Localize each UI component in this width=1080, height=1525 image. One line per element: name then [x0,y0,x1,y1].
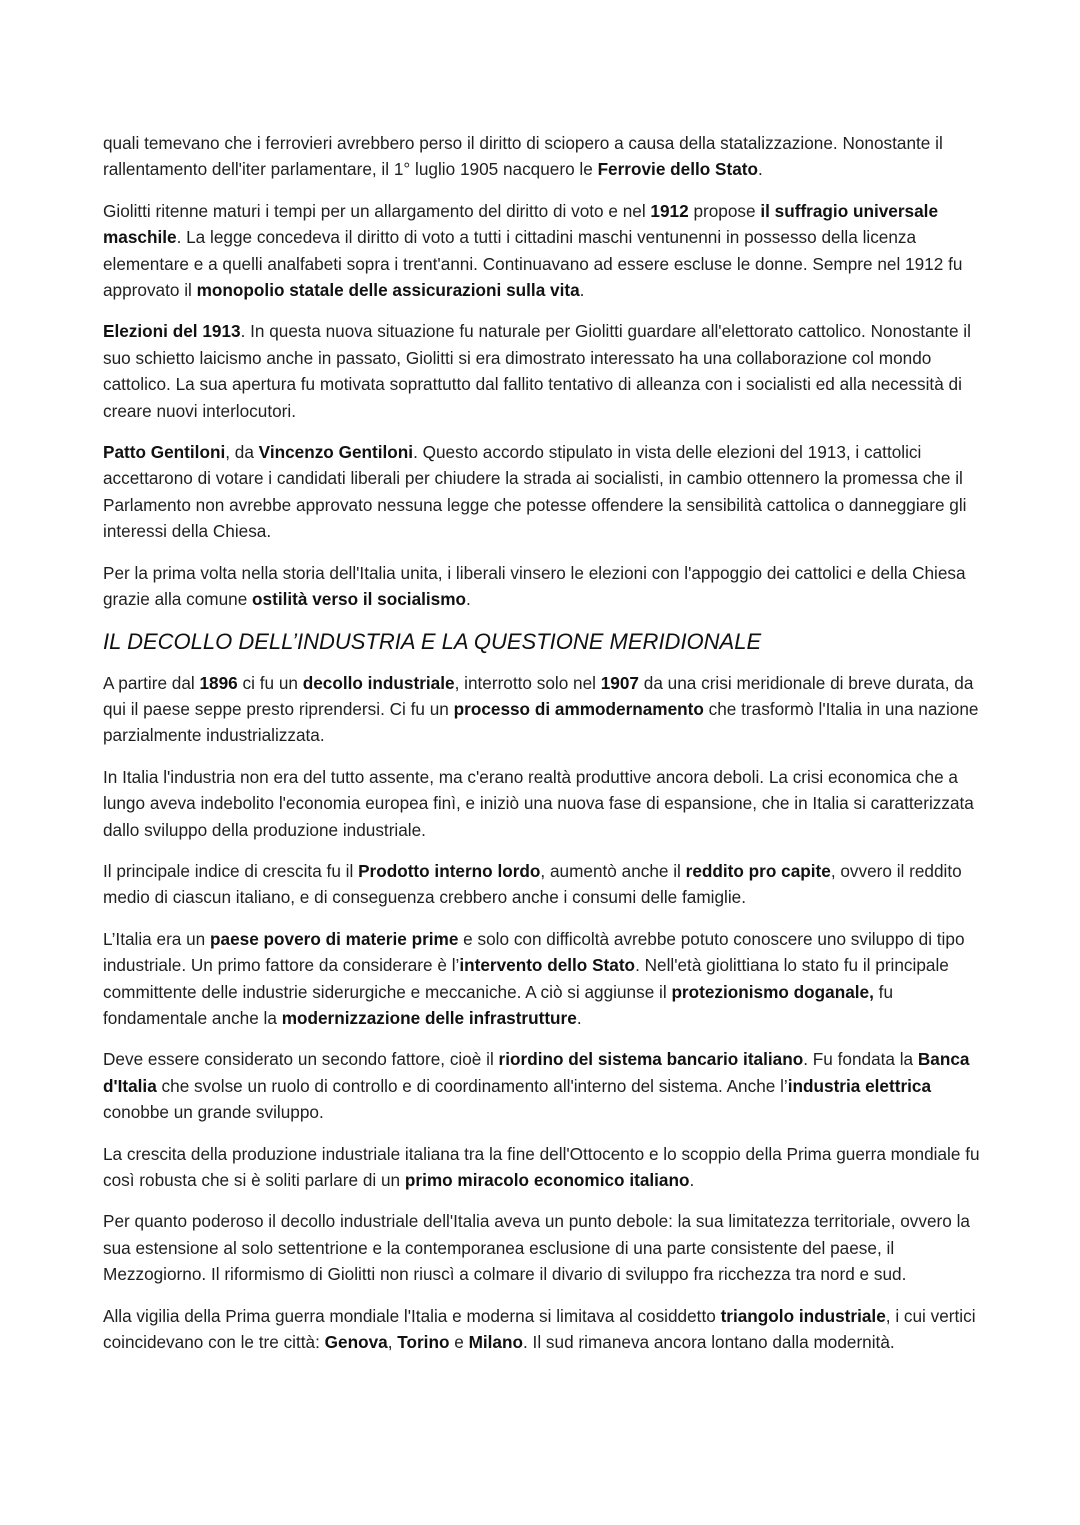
paragraph [103,926,980,1032]
text-run: ci fu un [237,672,303,693]
text-run: quali temevano che i ferrovieri avrebbero perso il diritto di sciopero a causa della statalizzazione. Nonostante il rallentamento dell'iter parlamentare, il 1° luglio 1905 nacquero le [103,133,943,180]
bold-text: Torino [397,1332,450,1353]
paragraph [103,764,980,843]
bold-text: Ferrovie dello Stato [597,159,759,180]
text-run: fu fondamentale anche la [103,981,893,1028]
paragraph [103,1208,980,1287]
text-run: . Fu fondata la [803,1049,918,1070]
text-run: . [576,1007,582,1028]
text-run: , interrotto solo nel [454,672,601,693]
text-run: propose [688,200,761,221]
paragraph [103,318,980,424]
text-run: Alla vigilia della Prima guerra mondiale l'Italia e moderna si limitava al cosiddetto [103,1305,721,1326]
bold-text: Vincenzo Gentiloni [258,442,414,463]
bold-text: paese povero di materie prime [210,928,459,949]
paragraph [103,198,980,304]
text-run: L’Italia era un [103,928,211,949]
text-run: . [466,589,471,610]
text-run: Per quanto poderoso il decollo industriale dell'Italia aveva un punto debole: la sua limitatezza territoriale, ovvero la sua estensione al solo settentrione e la contemporanea esclusione di una parte consistente del paese, il Mezzogiorno. Il riformismo di Giolitti non riuscì a colmare il divario di sviluppo fra ricchezza tra nord e sud. [103,1211,970,1285]
text-run: , aumentò anche il [540,860,686,881]
bold-text: Genova [324,1332,388,1353]
bold-text: intervento dello Stato [459,955,636,976]
text-run: Giolitti ritenne maturi i tempi per un allargamento del diritto di voto e nel [103,200,651,221]
text-run: conobbe un grande sviluppo. [103,1102,324,1123]
text-run: A partire dal [103,672,200,693]
bold-text: ostilità verso il socialismo [252,589,467,610]
text-run: e [449,1332,469,1353]
bold-text: riordino del sistema bancario italiano [498,1049,804,1070]
text-run: La crescita della produzione industriale italiana tra la fine dell'Ottocento e lo scoppio della Prima guerra mondiale fu così robusta che si è soliti parlare di un [103,1143,980,1190]
paragraph [103,130,980,183]
bold-text: 1896 [199,672,238,693]
text-run: . Il sud rimaneva ancora lontano dalla modernità. [523,1332,895,1353]
bold-text: il suffragio universale maschile [103,200,939,248]
bold-text: modernizzazione delle infrastrutture [281,1007,577,1028]
bold-text: protezionismo doganale, [671,981,874,1002]
bold-text: primo miracolo economico italiano [404,1170,690,1190]
text-run: , [387,1332,398,1353]
bold-text: Banca d'Italia [103,1049,970,1096]
text-run: e solo con difficoltà avrebbe potuto conoscere uno sviluppo di tipo industriale. Un primo fattore da considerare è l’ [103,928,965,976]
bold-text: 1912 [650,200,689,221]
paragraphs-before-heading [103,130,980,613]
paragraph [103,1303,980,1356]
bold-text: Patto Gentiloni [103,442,226,463]
text-run: , da [225,442,259,463]
paragraph [103,1141,980,1194]
text-run: . [579,280,585,301]
paragraph [103,439,980,545]
bold-text: Milano [468,1332,523,1353]
paragraph [103,560,980,613]
text-run: Il principale indice di crescita fu il [103,860,359,881]
text-run: , i cui vertici coincidevano con le tre città: [103,1305,976,1353]
text-run: da una crisi meridionale di breve durata, da qui il paese seppe presto riprendersi. Ci fu un [103,672,974,719]
text-run: che trasformò l'Italia in una nazione parzialmente industrializzata. [103,698,979,746]
paragraph [103,670,980,749]
bold-text: Elezioni del 1913 [103,321,241,342]
bold-text: reddito pro capite [685,860,831,881]
bold-text: Prodotto interno lordo [358,860,541,881]
bold-text: monopolio statale delle assicurazioni sulla vita [196,280,580,301]
paragraph [103,1046,980,1125]
bold-text: decollo industriale [302,672,455,693]
text-run: Per la prima volta nella storia dell'Italia unita, i liberali vinsero le elezioni con l'appoggio dei cattolici e della Chiesa grazie alla comune [103,562,966,610]
paragraphs-after-heading [103,670,980,1356]
text-run: . Questo accordo stipulato in vista delle elezioni del 1913, i cattolici accettarono di votare i candidati liberali per chiudere la strada ai socialisti, in cambio ottennero la promessa che il Parlamento non avrebbe approvato nessuna legge che potesse offendere la sensibilità cattolica o danneggiare gli interessi della Chiesa. [103,442,967,542]
bold-text: processo di ammodernamento [453,698,704,719]
text-run: che svolse un ruolo di controllo e di coordinamento all'interno del sistema. Anche l’ [156,1075,788,1096]
text-run: . [758,159,763,180]
text-run: . La legge concedeva il diritto di voto a tutti i cittadini maschi ventunenni in possesso della licenza elementare e a quelli analfabeti sopra i trent'anni. Continuavano ad essere escluse le donne. Sempre nel 1912 fu approvato il [103,227,963,301]
paragraph [103,858,980,911]
text-run: . Nell'età giolittiana lo stato fu il principale committente delle industrie siderurgiche e meccaniche. A ciò si aggiunse il [103,955,949,1002]
section-heading: IL DECOLLO DELL’INDUSTRIA E LA QUESTIONE MERIDIONALE [103,628,762,654]
bold-text: 1907 [600,672,639,693]
text-run: . In questa nuova situazione fu naturale per Giolitti guardare all'elettorato cattolico. Nonostante il suo schietto laicismo anche in passato, Giolitti si era dimostrato interessato ha una collaborazione col mondo cattolico. La sua apertura fu motivata soprattutto dal fallito tentativo di alleanza con i socialisti ed alla necessità di creare nuovi interlocutori. [103,321,971,421]
bold-text: industria elettrica [787,1075,932,1096]
text-run: Deve essere considerato un secondo fattore, cioè il [103,1049,499,1070]
text-run: . [689,1170,695,1190]
bold-text: triangolo industriale [720,1305,886,1326]
text-run: , ovvero il reddito medio di ciascun italiano, e di conseguenza crebbero anche i consumi delle famiglie. [103,860,962,908]
text-run: In Italia l'industria non era del tutto assente, ma c'erano realtà produttive ancora deboli. La crisi economica che a lungo aveva indebolito l'economia europea finì, e iniziò una nuova fase di espansione, che in Italia si caratterizzata dallo sviluppo della produzione industriale. [103,766,974,840]
